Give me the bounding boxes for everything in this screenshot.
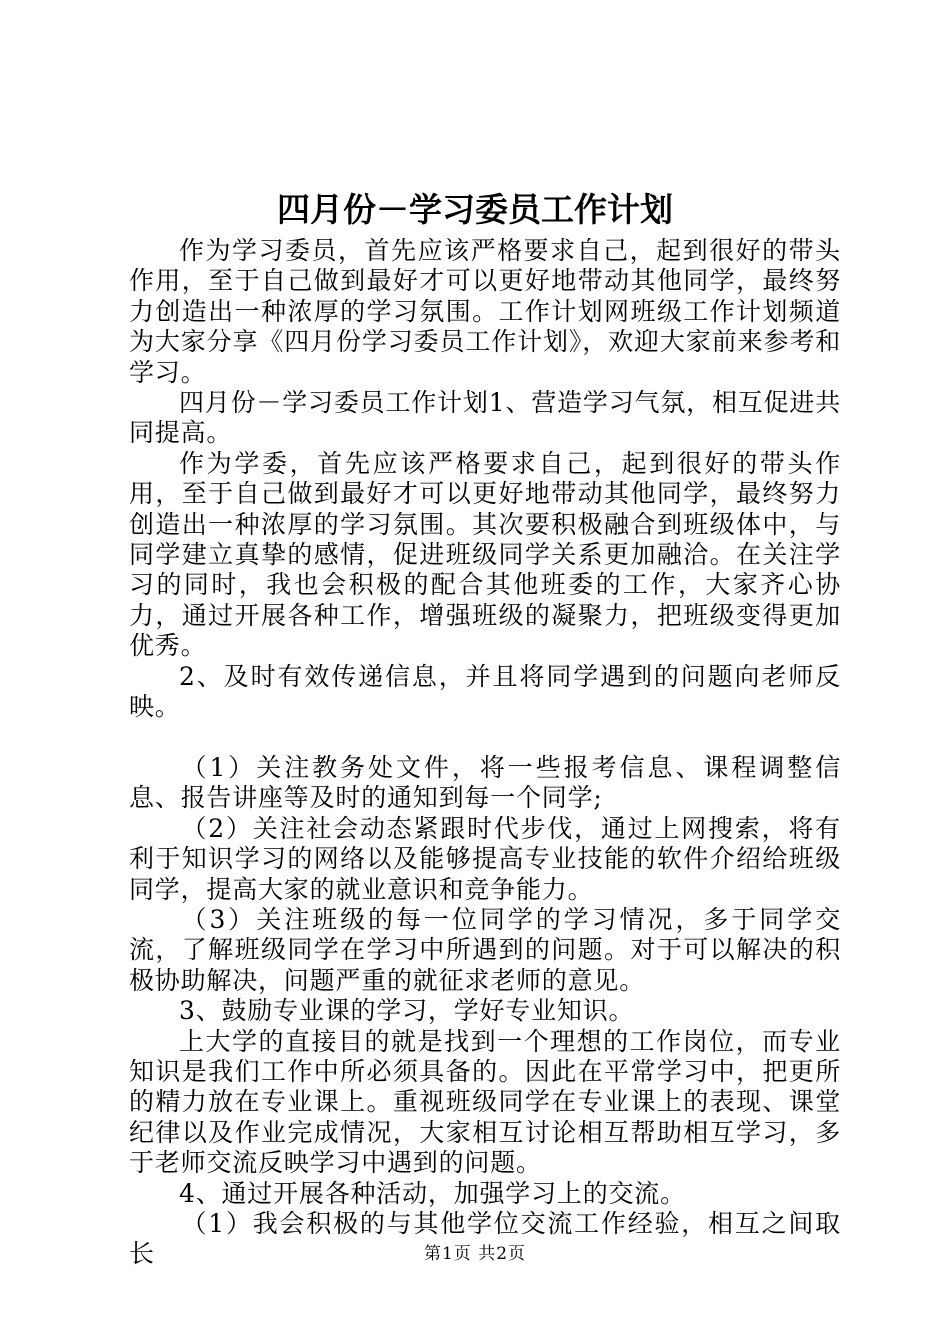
paragraph-item-4-1: （1）我会积极的与其他学位交流工作经验，相互之间取长: [129, 1208, 841, 1269]
document-body: [129, 236, 841, 1270]
page-title: 四月份－学习委员工作计划: [277, 190, 673, 229]
paragraph-item-2-2: （2）关注社会动态紧跟时代步伐，通过上网搜索，将有利于知识学习的网络以及能够提高专业技能的软件介绍给班级同学，提高大家的就业意识和竞争能力。: [129, 813, 841, 904]
paragraph-item-2-1: （1）关注教务处文件，将一些报考信息、课程调整信息、报告讲座等及时的通知到每一个同学;: [129, 752, 841, 813]
blank-line: [129, 723, 841, 753]
paragraph-heading-3: 3、鼓励专业课的学习，学好专业知识。: [179, 996, 635, 1026]
paragraph-heading-2: 2、及时有效传递信息，并且将同学遇到的问题向老师反映。: [129, 661, 841, 722]
paragraph-heading-4: 4、通过开展各种活动，加强学习上的交流。: [179, 1178, 686, 1208]
paragraph-section-1: 作为学委，首先应该严格要求自己，起到很好的带头作用，至于自己做到最好才可以更好地带动其他同学，最终努力创造出一种浓厚的学习氛围。其次要积极融合到班级体中，与同学建立真挚的感情，促进班级同学关系更加融洽。在关注学习的同时，我也会积极的配合其他班委的工作，大家齐心协力，通过开展各种工作，增强班级的凝聚力，把班级变得更加优秀。: [129, 448, 841, 661]
page-footer: 第1页 共2页: [423, 1244, 527, 1264]
paragraph-heading-1: 四月份－学习委员工作计划1、营造学习气氛，相互促进共同提高。: [129, 388, 841, 448]
paragraph-section-3: 上大学的直接目的就是找到一个理想的工作岗位，而专业知识是我们工作中所必须具备的。因此在平常学习中，把更所的精力放在专业课上。重视班级同学在专业课上的表现、课堂纪律以及作业完成情况，大家相互讨论相互帮助相互学习，多于老师交流反映学习中遇到的问题。: [129, 1026, 841, 1178]
paragraph-item-2-3: （3）关注班级的每一位同学的学习情况，多于同学交流，了解班级同学在学习中所遇到的问题。对于可以解决的积极协助解决，问题严重的就征求老师的意见。: [129, 904, 841, 995]
paragraph-intro: 作为学习委员，首先应该严格要求自己，起到很好的带头作用，至于自己做到最好才可以更好地带动其他同学，最终努力创造出一种浓厚的学习氛围。工作计划网班级工作计划频道为大家分享《四月份学习委员工作计划》，欢迎大家前来参考和学习。: [129, 236, 841, 387]
